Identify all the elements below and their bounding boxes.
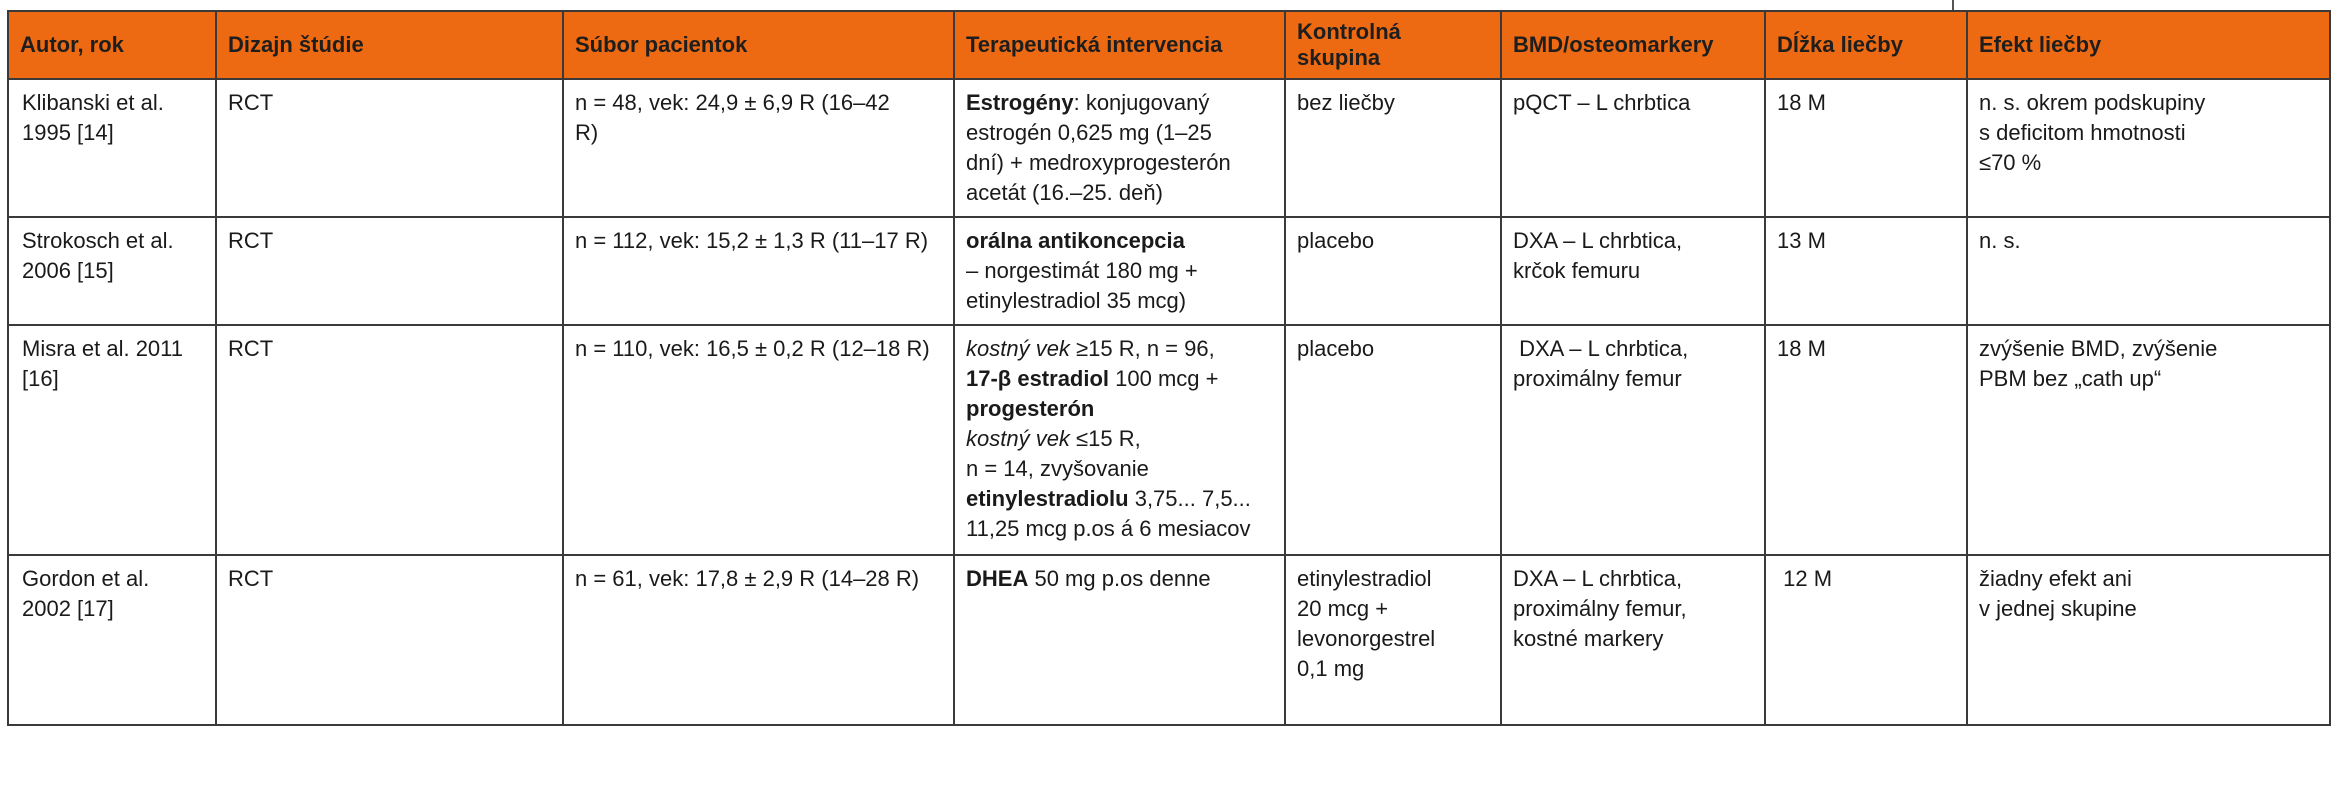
cell-bmd: DXA – L chrbtica, proximálny femur xyxy=(1501,325,1765,555)
cell-design: RCT xyxy=(216,79,563,217)
cell-effect: n. s. okrem podskupiny s deficitom hmotnosti ≤70 % xyxy=(1967,79,2330,217)
cell-control: bez liečby xyxy=(1285,79,1501,217)
cell-design: RCT xyxy=(216,325,563,555)
header-intervention: Terapeutická intervencia xyxy=(954,11,1285,79)
cell-duration: 18 M xyxy=(1765,325,1967,555)
header-effect: Efekt liečby xyxy=(1967,11,2330,79)
cell-patients: n = 61, vek: 17,8 ± 2,9 R (14–28 R) xyxy=(563,555,954,725)
cell-bmd: DXA – L chrbtica, krčok femuru xyxy=(1501,217,1765,325)
header-bmd: BMD/osteomarkery xyxy=(1501,11,1765,79)
cell-duration: 12 M xyxy=(1765,555,1967,725)
cell-bmd: DXA – L chrbtica, proximálny femur, kostné markery xyxy=(1501,555,1765,725)
cell-control: placebo xyxy=(1285,217,1501,325)
table-row xyxy=(8,325,2330,555)
table-row xyxy=(8,217,2330,325)
cell-patients: n = 112, vek: 15,2 ± 1,3 R (11–17 R) xyxy=(563,217,954,325)
cell-intervention: Estrogény: konjugovaný estrogén 0,625 mg (1–25 dní) + medroxyprogesterón acetát (16.–25. deň) xyxy=(954,79,1285,217)
cell-author: Strokosch et al. 2006 [15] xyxy=(8,217,216,325)
cell-intervention: orálna antikoncepcia – norgestimát 180 mg + etinylestradiol 35 mcg) xyxy=(954,217,1285,325)
cell-intervention: kostný vek ≥15 R, n = 96, 17-β estradiol 100 mcg + progesterón kostný vek ≤15 R, n = 14, zvyšovanie etinylestradiolu 3,75... 7,5... 11,25 mcg p.os á 6 mesiacov xyxy=(954,325,1285,555)
cell-intervention: DHEA 50 mg p.os denne xyxy=(954,555,1285,725)
cell-author: Klibanski et al. 1995 [14] xyxy=(8,79,216,217)
cell-design: RCT xyxy=(216,217,563,325)
cell-control: etinylestradiol 20 mcg + levonorgestrel 0,1 mg xyxy=(1285,555,1501,725)
table-header-row xyxy=(8,11,2330,79)
table-row xyxy=(8,79,2330,217)
header-design: Dizajn štúdie xyxy=(216,11,563,79)
cell-effect: n. s. xyxy=(1967,217,2330,325)
cell-bmd: pQCT – L chrbtica xyxy=(1501,79,1765,217)
header-author: Autor, rok xyxy=(8,11,216,79)
cell-design: RCT xyxy=(216,555,563,725)
cell-effect: žiadny efekt ani v jednej skupine xyxy=(1967,555,2330,725)
cell-effect: zvýšenie BMD, zvýšenie PBM bez „cath up“ xyxy=(1967,325,2330,555)
cell-patients: n = 110, vek: 16,5 ± 0,2 R (12–18 R) xyxy=(563,325,954,555)
cell-patients: n = 48, vek: 24,9 ± 6,9 R (16–42 R) xyxy=(563,79,954,217)
cell-author: Gordon et al. 2002 [17] xyxy=(8,555,216,725)
cell-duration: 13 M xyxy=(1765,217,1967,325)
cell-duration: 18 M xyxy=(1765,79,1967,217)
header-control: Kontrolná skupina xyxy=(1285,11,1501,79)
cell-control: placebo xyxy=(1285,325,1501,555)
top-edge-mark xyxy=(1952,0,1954,10)
studies-table xyxy=(7,10,2331,726)
table-row xyxy=(8,555,2330,725)
header-duration: Dĺžka liečby xyxy=(1765,11,1967,79)
cell-author: Misra et al. 2011 [16] xyxy=(8,325,216,555)
header-patients: Súbor pacientok xyxy=(563,11,954,79)
